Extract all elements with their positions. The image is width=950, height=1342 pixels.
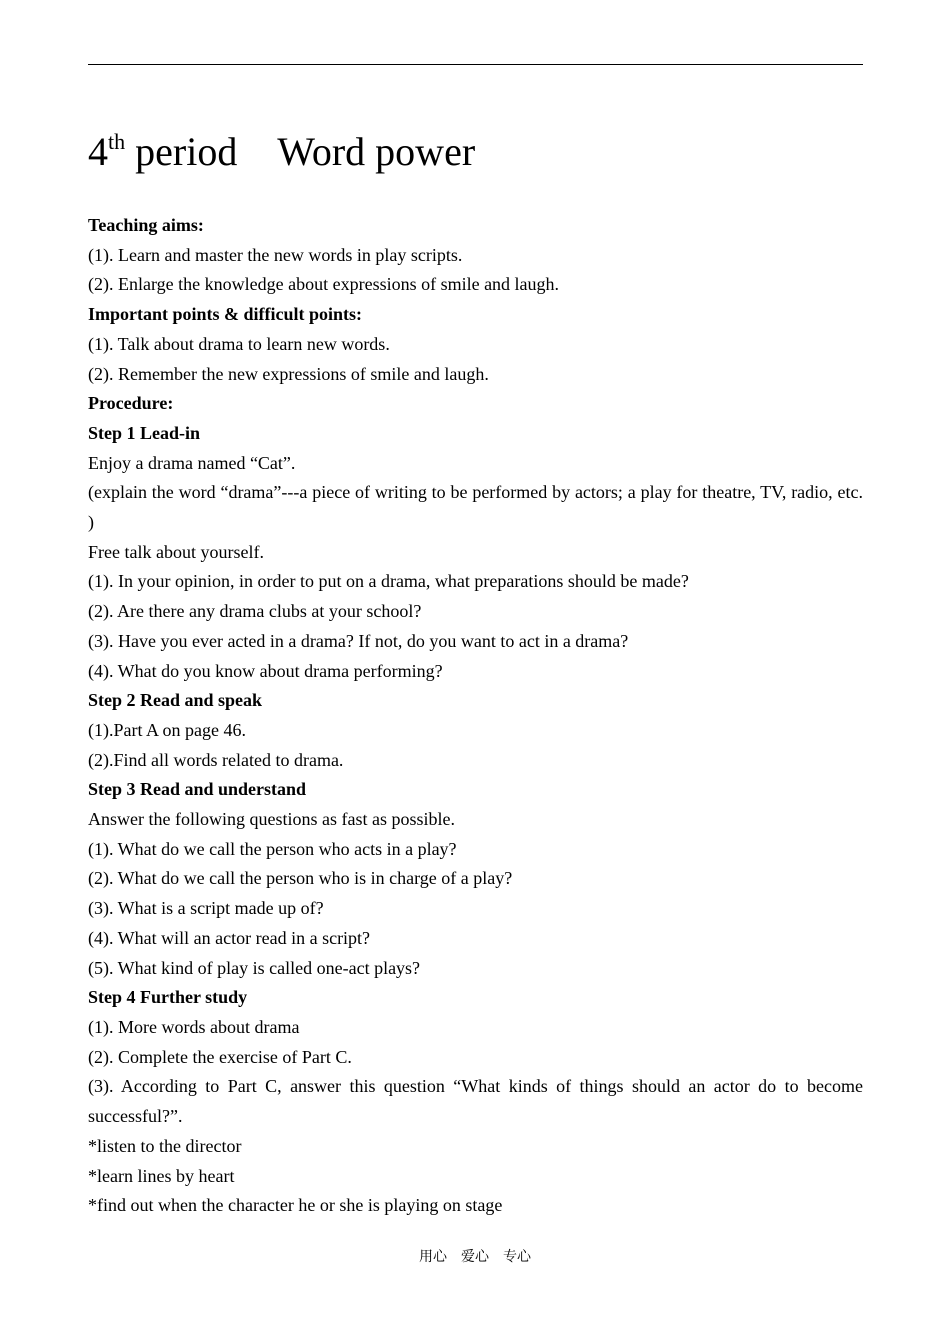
body-line: (2). Enlarge the knowledge about expressions of smile and laugh. (88, 274, 560, 295)
body-line: *learn lines by heart (88, 1165, 235, 1186)
body-line: (1). More words about drama (88, 1016, 300, 1037)
section-heading: Step 3 Read and understand (88, 779, 307, 800)
body-line: (3). What is a script made up of? (88, 898, 324, 919)
body-line: (1). Talk about drama to learn new words. (88, 333, 390, 354)
body-line: (4). What will an actor read in a script? (88, 927, 371, 948)
body-line: Answer the following questions as fast as possible. (88, 809, 455, 830)
header-rule (88, 64, 863, 65)
body-line: (2). Complete the exercise of Part C. (88, 1046, 352, 1067)
body-line: (5). What kind of play is called one-act plays? (88, 957, 421, 978)
body-line: (explain the word “drama”---a piece of writing to be performed by actors; a play for theatre, TV, radio, etc. ) (88, 482, 863, 533)
body-line: *listen to the director (88, 1135, 242, 1156)
page-title (88, 128, 475, 176)
body-line: (1).Part A on page 46. (88, 719, 246, 740)
section-heading: Procedure: (88, 393, 174, 414)
body-line: (4). What do you know about drama performing? (88, 660, 443, 681)
page-footer: 用心 爱心 专心 (419, 1249, 531, 1265)
body-line: (1). In your opinion, in order to put on a drama, what preparations should be made? (88, 571, 689, 592)
body-line: (2).Find all words related to drama. (88, 749, 344, 770)
body-line: (2). Remember the new expressions of smile and laugh. (88, 363, 489, 384)
body-line: (1). What do we call the person who acts in a play? (88, 838, 457, 859)
section-heading: Important points & difficult points: (88, 304, 363, 325)
section-heading: Teaching aims: (88, 215, 204, 235)
title-number: 4 (88, 129, 108, 174)
body-line: (3). According to Part C, answer this question “What kinds of things should an actor do to become successful?”. (88, 1076, 863, 1127)
section-heading: Step 1 Lead-in (88, 422, 201, 443)
body-line: (2). Are there any drama clubs at your school? (88, 601, 422, 622)
body-line: Enjoy a drama named “Cat”. (88, 452, 296, 473)
section-heading: Step 4 Further study (88, 987, 248, 1008)
document-body (88, 211, 863, 1221)
title-ordinal-suffix: th (108, 129, 126, 154)
body-line: (1). Learn and master the new words in play scripts. (88, 244, 463, 265)
body-line: (3). Have you ever acted in a drama? If not, do you want to act in a drama? (88, 630, 629, 651)
title-text: period Word power (125, 129, 476, 174)
body-line: Free talk about yourself. (88, 541, 264, 562)
body-line: *find out when the character he or she is playing on stage (88, 1195, 503, 1216)
section-heading: Step 2 Read and speak (88, 690, 263, 711)
body-line: (2). What do we call the person who is in charge of a play? (88, 868, 513, 889)
